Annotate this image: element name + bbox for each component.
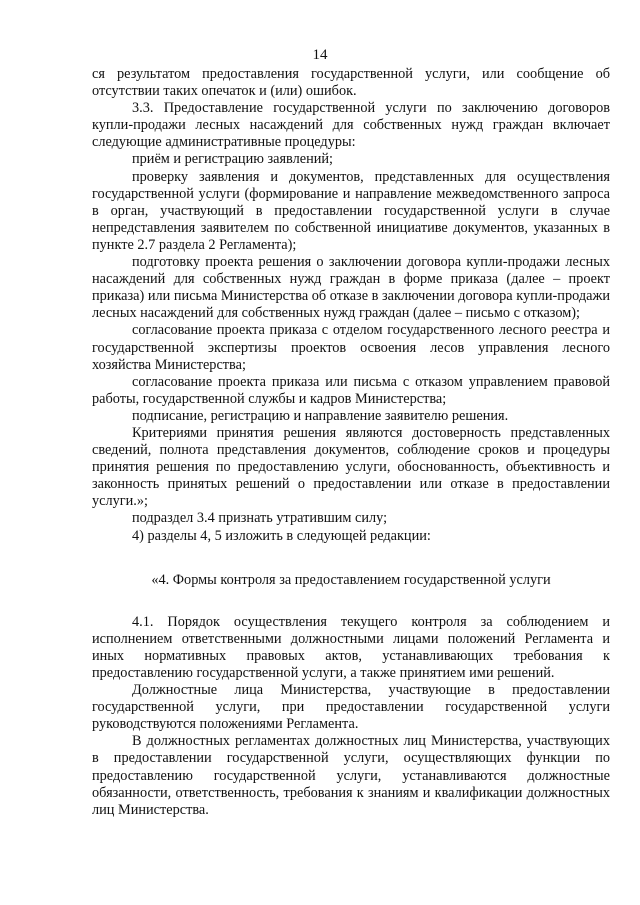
body-paragraph: Должностные лица Министерства, участвующие в предоставлении государственной услуги, при предоставлении государственной услуги руководствуются положениями Регламента. — [92, 682, 610, 733]
procedure-item: проверку заявления и документов, представленных для осуществления государственной услуги (формирование и направление межведомственного запроса в орган, участвующий в предоставлении государственной услуги в случае непредставления заявителем по собственной инициативе документов, указанных в пункте 2.7 раздела 2 Регламента); — [92, 168, 610, 253]
procedure-item: согласование проекта приказа с отделом государственного лесного реестра и государственной экспертизы проектов освоения лесов управления лесного хозяйства Министерства; — [92, 322, 610, 373]
procedure-item: согласование проекта приказа или письма с отказом управлением правовой работы, государственной службы и кадров Министерства; — [92, 373, 610, 407]
procedure-item: приём и регистрацию заявлений; — [132, 151, 334, 168]
paragraph-4-1: 4.1. Порядок осуществления текущего контроля за соблюдением и исполнением ответственными должностными лицами положений Регламента и иных нормативных правовых актов, устанавливающих требования к предоставлению государственной услуги, а также принятием ими решений. — [92, 613, 610, 681]
procedure-item: подписание, регистрацию и направление заявителю решения. — [132, 407, 509, 424]
amendment-item: подраздел 3.4 признать утратившим силу; — [132, 510, 388, 527]
page-number: 14 — [312, 47, 328, 63]
amendment-item: 4) разделы 4, 5 изложить в следующей редакции: — [132, 527, 431, 544]
criteria-paragraph: Критериями принятия решения являются достоверность представленных сведений, полнота представления документов, соблюдение сроков и процедуры принятия решения по предоставлению услуги, обоснованность, объективность и законность принятых решений о предоставлении или отказе в предоставлении услуги.»; — [92, 424, 610, 510]
document-body — [92, 66, 610, 819]
body-paragraph: В должностных регламентах должностных лиц Министерства, участвующих в предоставлении государственной услуги, осуществляющих функции по предоставлению государственной услуги, устанавливаются должностные обязанности, ответственность, требования к знаниям и квалификации должностных лиц Министерства. — [92, 733, 610, 818]
procedure-item: подготовку проекта решения о заключении договора купли-продажи лесных насаждений для собственных нужд граждан в форме приказа (далее – проект приказа) или письма Министерства об отказе в заключении договора купли-продажи лесных насаждений для собственных нужд граждан (далее – письмо с отказом); — [92, 254, 610, 322]
paragraph-3-3: 3.3. Предоставление государственной услуги по заключению договоров купли-продажи лесных насаждений для собственных нужд граждан включает следующие административные процедуры: — [92, 100, 610, 151]
paragraph-continuation: ся результатом предоставления государственной услуги, или сообщение об отсутствии таких опечаток и (или) ошибок. — [92, 66, 610, 100]
section-heading: «4. Формы контроля за предоставлением государственной услуги — [151, 571, 551, 588]
